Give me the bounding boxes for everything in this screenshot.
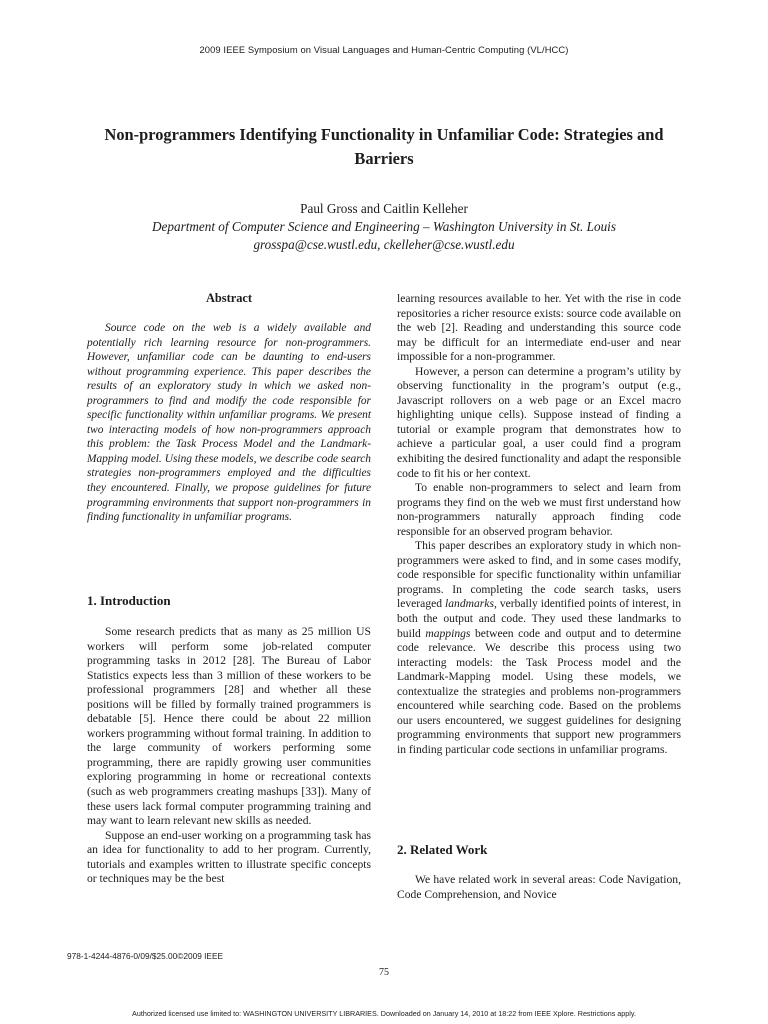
author-affiliation: Department of Computer Science and Engineering – Washington University in St. Louis — [152, 219, 616, 234]
related-work-heading: 2. Related Work — [397, 842, 488, 857]
author-names: Paul Gross and Caitlin Kelleher — [300, 201, 468, 216]
introduction-body — [87, 625, 371, 887]
right-column-body — [397, 292, 681, 758]
abstract-body — [87, 321, 371, 525]
author-emails: grosspa@cse.wustl.edu, ckelleher@cse.wustl.edu — [253, 237, 515, 252]
intro-paragraph-4: To enable non-programmers to select and learn from programs they find on the web we must first understand how non-programmers naturally approach finding code responsible for an observed program behavior. — [397, 481, 681, 538]
term-mappings: mappings — [425, 626, 471, 640]
paragraph-text: This paper describes an exploratory study in which non-programmers were asked to find, and in some cases modify, code responsible for specific functionality within unfamiliar programs. In completing the code search tasks, users leveraged — [397, 539, 681, 611]
term-landmarks: landmarks — [445, 597, 494, 611]
paragraph-text: , verbally identified points of interest, in both the output and code. They used these landmarks to build — [397, 597, 681, 640]
intro-paragraph-2: Suppose an end-user working on a programming task has an idea for functionality to add to her program. Currently, tutorials and examples written to illustrate specific concepts or techniques may be the best — [87, 828, 371, 886]
intro-paragraph-1: Some research predicts that as many as 25 million US workers will perform some job-related computer programming tasks in 2012 [28]. The Bureau of Labor Statistics expects less than 3 million of these workers to be professional programmers [28] and whether all these positions will be filled by formally trained programmers is debatable [5]. Hence there could be about 22 million workers programming without formal training. In addition to the large community of workers performing some programming, there are rapidly growing user communities exploring programming in home or recreational contexts (such as web programmers creating mashups [33]). Many of these users lack formal computer programming training and may want to learn relevant new skills as needed. — [87, 625, 371, 828]
introduction-heading: 1. Introduction — [87, 593, 171, 608]
intro-paragraph-5 — [397, 539, 681, 757]
conference-header: 2009 IEEE Symposium on Visual Languages and Human-Centric Computing (VL/HCC) — [199, 44, 569, 55]
page-number: 75 — [379, 967, 389, 978]
abstract-paragraph: Source code on the web is a widely available and potentially rich learning resource for non-programmers. However, unfamiliar code can be daunting to end-users without programming experience. This paper describes the results of an exploratory study in which we asked non-programmers to find and modify the code responsible for specific functionality within unfamiliar programs. We present two interacting models of how non-programmers approach this problem: the Task Process Model and the Landmark-Mapping model. Using these models, we describe code search strategies non-programmers employed and the difficulties they encountered. Finally, we propose guidelines for future programming environments that support non-programmers in finding functionality in unfamiliar programs. — [87, 322, 371, 524]
intro-paragraph-continued: learning resources available to her. Yet with the rise in code repositories a richer resource exists: source code available on the web [2]. Reading and understanding this source code may be difficult for an intermediate end-user and near impossible for a non-programmer. — [397, 292, 681, 364]
license-notice: Authorized licensed use limited to: WASHINGTON UNIVERSITY LIBRARIES. Downloaded on January 14, 2010 at 18:22 from IEEE Xplore. Restrictions apply. — [132, 1009, 636, 1018]
paper-title: Non-programmers Identifying Functionality in Unfamiliar Code: Strategies and Barriers — [104, 125, 664, 168]
related-paragraph-1: We have related work in several areas: Code Navigation, Code Comprehension, and Novice — [397, 873, 681, 901]
abstract-heading: Abstract — [205, 291, 253, 305]
intro-paragraph-3: However, a person can determine a program’s utility by observing functionality in the program’s output (e.g., Javascript rollovers on a web page or an Excel macro highlighting unique cells). Suppose instead of finding a tutorial or example program that demonstrates how to achieve a particular goal, a user could find a program exhibiting the desired functionality and adapt the responsible code to fit his or her context. — [397, 364, 681, 480]
paragraph-text: between code and output and to determine code relevance. We describe this process using two interacting models: the Task Process model and the Landmark-Mapping model. Using these models, we contextualize the strategies and problems non-programmers encountered while searching code. Based on the problems our users encountered, we suggest guidelines for designing programming environments that support new programmers in finding particular code sections in unfamiliar programs. — [397, 626, 681, 756]
related-work-body — [397, 873, 681, 902]
copyright-notice: 978-1-4244-4876-0/09/$25.00©2009 IEEE — [67, 951, 224, 961]
